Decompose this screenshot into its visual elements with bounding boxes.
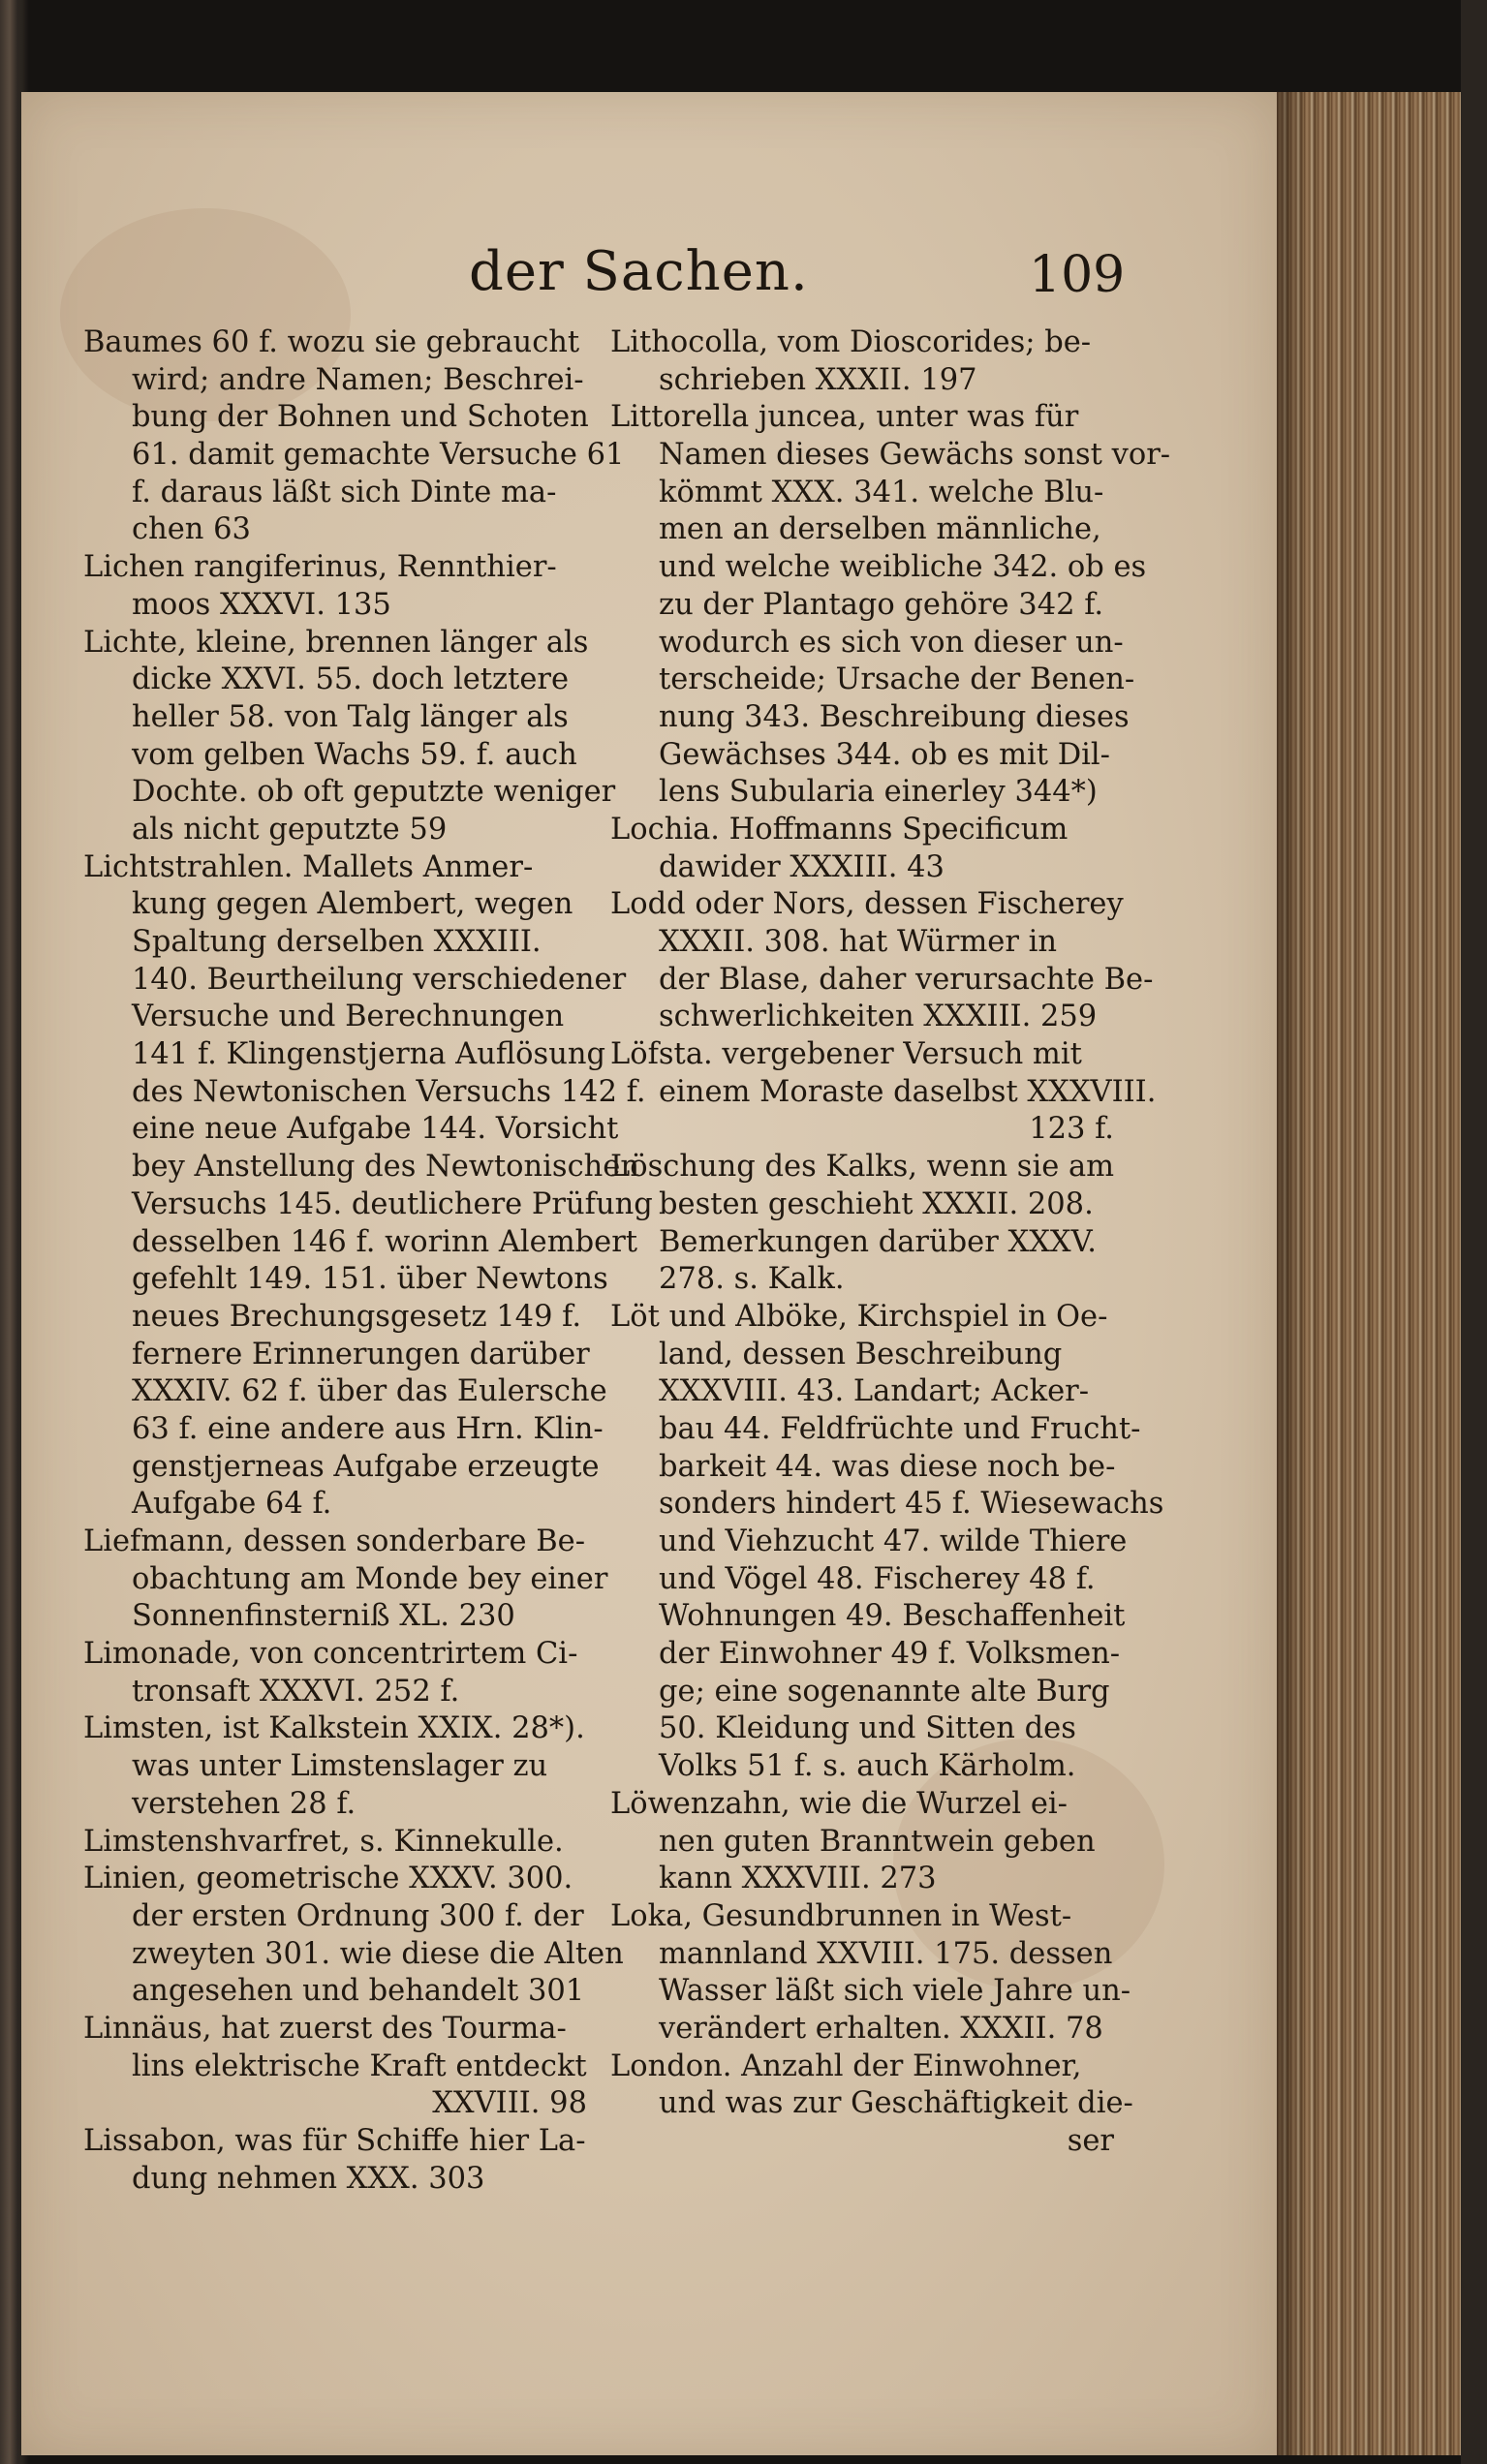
index-line: als nicht geputzte 59	[132, 812, 448, 847]
index-line: bey Anstellung des Newtonischen	[132, 1150, 639, 1185]
index-line: Loka, Gesundbrunnen in West-	[610, 1898, 1072, 1933]
index-line: 123 f.	[1029, 1112, 1114, 1147]
index-line: einem Moraste daselbst XXXVIII.	[659, 1074, 1157, 1109]
index-line: XXXIV. 62 f. über das Eulersche	[132, 1374, 607, 1409]
index-line: barkeit 44. was diese noch be-	[659, 1449, 1116, 1484]
index-line: Spaltung derselben XXXIII.	[132, 925, 542, 959]
index-line: chen 63	[132, 512, 251, 547]
index-line: Bemerkungen darüber XXXV.	[659, 1224, 1098, 1259]
index-line: gefehlt 149. 151. über Newtons	[132, 1262, 608, 1297]
index-line: Liefmann, dessen sonderbare Be-	[83, 1525, 586, 1558]
index-line: und Vögel 48. Fischerey 48 f.	[659, 1561, 1096, 1596]
index-line: Limonade, von concentrirtem Ci-	[83, 1637, 578, 1672]
page-number: 109	[1029, 246, 1126, 304]
index-line: und welche weibliche 342. ob es	[659, 550, 1147, 585]
index-line: nen guten Branntwein geben	[659, 1824, 1096, 1859]
index-line: und was zur Geschäftigkeit die-	[659, 2086, 1133, 2121]
index-line: Linien, geometrische XXXV. 300.	[83, 1862, 573, 1896]
index-line: Lichtstrahlen. Mallets Anmer-	[83, 849, 534, 884]
index-line: der Einwohner 49 f. Volksmen-	[659, 1637, 1121, 1672]
index-line: Limsten, ist Kalkstein XXIX. 28*).	[83, 1711, 585, 1746]
index-line: neues Brechungsgesetz 149 f.	[132, 1299, 582, 1334]
index-line: land, dessen Beschreibung	[659, 1337, 1063, 1371]
index-line: 50. Kleidung und Sitten des	[659, 1711, 1076, 1746]
index-line: terscheide; Ursache der Benen-	[659, 662, 1135, 697]
index-line: XXXVIII. 43. Landart; Acker-	[659, 1374, 1090, 1409]
index-line: schrieben XXXII. 197	[659, 362, 977, 397]
index-line: XXVIII. 98	[432, 2086, 587, 2121]
index-line: London. Anzahl der Einwohner,	[610, 2048, 1082, 2083]
index-line: dung nehmen XXX. 303	[132, 2161, 485, 2196]
index-line: Lodd oder Nors, dessen Fischerey	[610, 887, 1124, 922]
index-line: men an derselben männliche,	[659, 512, 1101, 547]
page-header	[21, 231, 1277, 318]
index-line: verändert erhalten. XXXII. 78	[659, 2011, 1103, 2046]
index-line: f. daraus läßt sich Dinte ma-	[132, 475, 557, 509]
index-line: kung gegen Alembert, wegen	[132, 887, 573, 922]
index-line: nung 343. Beschreibung dieses	[659, 699, 1130, 734]
index-line: lens Subularia einerley 344*)	[659, 775, 1098, 810]
index-line: Wasser läßt sich viele Jahre un-	[659, 1974, 1131, 2009]
index-line: des Newtonischen Versuchs 142 f.	[132, 1074, 646, 1109]
index-line: Lithocolla, vom Dioscorides; be-	[610, 325, 1092, 359]
index-line: 61. damit gemachte Versuche 61	[132, 438, 625, 473]
index-line: tronsaft XXXVI. 252 f.	[132, 1674, 460, 1709]
index-line: Lichte, kleine, brennen länger als	[83, 625, 589, 660]
index-line: Lochia. Hoffmanns Specificum	[610, 812, 1069, 847]
index-line: der Blase, daher verursachte Be-	[659, 962, 1154, 997]
index-line: desselben 146 f. worinn Alembert	[132, 1224, 638, 1259]
index-line: Versuche und Berechnungen	[132, 1000, 565, 1034]
index-line: Löt und Alböke, Kirchspiel in Oe-	[610, 1299, 1108, 1334]
index-line: verstehen 28 f.	[132, 1786, 356, 1821]
index-line: kann XXXVIII. 273	[659, 1862, 937, 1896]
index-line: wird; andre Namen; Beschrei-	[132, 362, 584, 397]
index-line: Littorella juncea, unter was für	[610, 400, 1079, 435]
index-line: Limstenshvarfret, s. Kinnekulle.	[83, 1824, 564, 1859]
index-line: Dochte. ob oft geputzte weniger	[132, 775, 616, 810]
index-line: 141 f. Klingenstjerna Auflösung	[132, 1037, 606, 1072]
index-line: eine neue Aufgabe 144. Vorsicht	[132, 1112, 619, 1147]
index-line: zu der Plantago gehöre 342 f.	[659, 587, 1104, 622]
index-line: Aufgabe 64 f.	[132, 1487, 332, 1522]
index-line: ge; eine sogenannte alte Burg	[659, 1674, 1110, 1709]
index-line: Löschung des Kalks, wenn sie am	[610, 1150, 1115, 1185]
index-line: dicke XXVI. 55. doch letztere	[132, 662, 570, 697]
index-line: Löfsta. vergebener Versuch mit	[610, 1037, 1082, 1072]
index-line: Wohnungen 49. Beschaffenheit	[659, 1599, 1126, 1634]
index-line: 140. Beurtheilung verschiedener	[132, 962, 627, 997]
index-line: Volks 51 f. s. auch Kärholm.	[659, 1749, 1076, 1784]
index-line: was unter Limstenslager zu	[132, 1749, 548, 1784]
index-line: dawider XXXIII. 43	[659, 849, 945, 884]
index-line: zweyten 301. wie diese die Alten	[132, 1936, 624, 1971]
index-line: Sonnenfinsterniß XL. 230	[132, 1599, 515, 1634]
index-line: kömmt XXX. 341. welche Blu-	[659, 475, 1104, 509]
index-line: genstjerneas Aufgabe erzeugte	[132, 1449, 600, 1484]
index-line: bung der Bohnen und Schoten	[132, 400, 589, 435]
index-column-left	[83, 324, 653, 2198]
index-line: und Viehzucht 47. wilde Thiere	[659, 1525, 1128, 1558]
index-line: Gewächses 344. ob es mit Dil-	[659, 737, 1110, 772]
index-line: obachtung am Monde bey einer	[132, 1561, 608, 1596]
index-column-right	[610, 324, 1171, 2161]
index-line: der ersten Ordnung 300 f. der	[132, 1898, 584, 1933]
index-line: fernere Erinnerungen darüber	[132, 1337, 590, 1371]
index-line: Lissabon, was für Schiffe hier La-	[83, 2124, 586, 2158]
index-line: angesehen und behandelt 301	[132, 1974, 585, 2009]
index-line: besten geschieht XXXII. 208.	[659, 1186, 1094, 1221]
index-line: 63 f. eine andere aus Hrn. Klin-	[132, 1411, 604, 1446]
index-line: heller 58. von Talg länger als	[132, 699, 569, 734]
index-line: lins elektrische Kraft entdeckt	[132, 2048, 587, 2083]
running-head: der Sachen.	[469, 240, 809, 303]
index-line: bau 44. Feldfrüchte und Frucht-	[659, 1411, 1141, 1446]
index-line: sonders hindert 45 f. Wiesewachs	[659, 1487, 1164, 1522]
index-line: schwerlichkeiten XXXIII. 259	[659, 1000, 1098, 1034]
index-line: ser	[1067, 2124, 1114, 2158]
index-line: moos XXXVI. 135	[132, 587, 391, 622]
index-line: Löwenzahn, wie die Wurzel ei-	[610, 1786, 1068, 1821]
index-line: Namen dieses Gewächs sonst vor-	[659, 438, 1171, 473]
index-line: vom gelben Wachs 59. f. auch	[132, 737, 577, 772]
index-line: mannland XXVIII. 175. dessen	[659, 1936, 1113, 1971]
index-line: wodurch es sich von dieser un-	[659, 625, 1124, 660]
index-line: Linnäus, hat zuerst des Tourma-	[83, 2011, 567, 2046]
index-line: Lichen rangiferinus, Rennthier-	[83, 550, 557, 585]
index-line: Baumes 60 f. wozu sie gebraucht	[83, 325, 580, 359]
index-line: Versuchs 145. deutlichere Prüfung	[132, 1186, 653, 1221]
index-line: XXXII. 308. hat Würmer in	[659, 925, 1057, 959]
index-line: 278. s. Kalk.	[659, 1262, 845, 1297]
